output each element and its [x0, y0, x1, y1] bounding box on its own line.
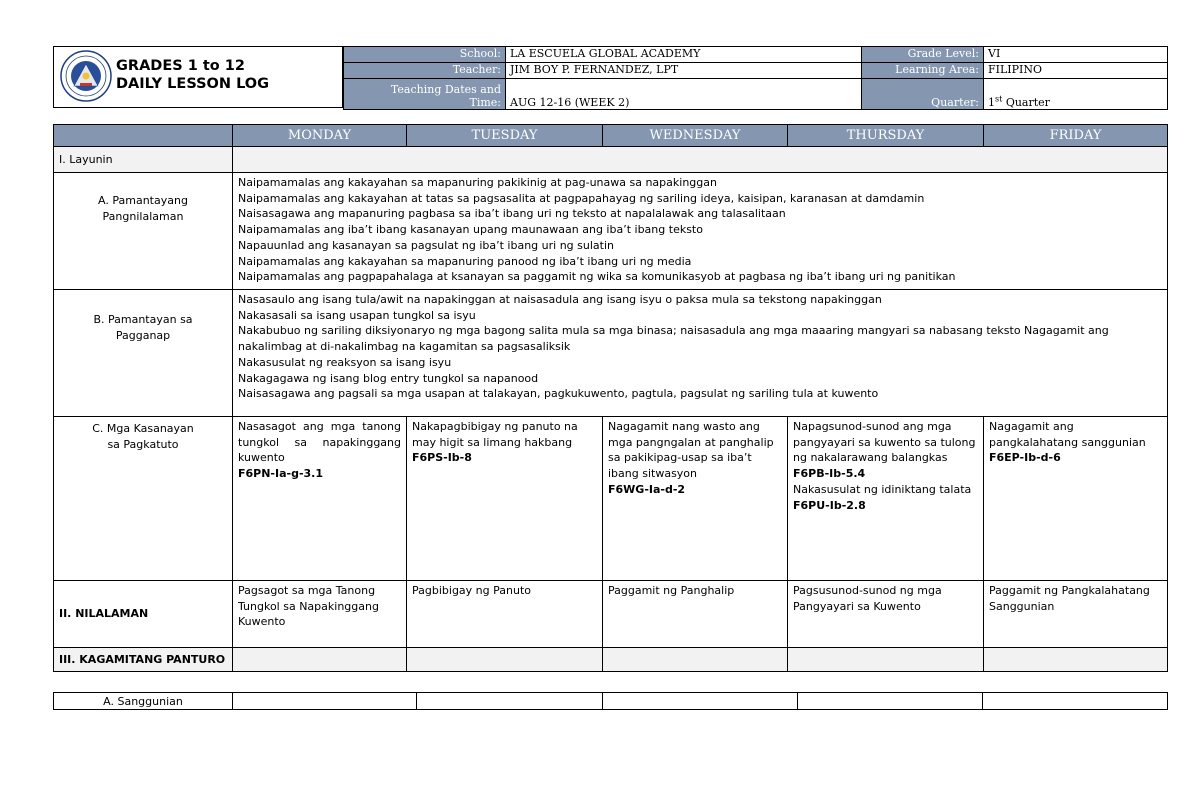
nilalaman-tuesday: Pagbibigay ng Panuto [407, 581, 603, 648]
school-label: School: [344, 47, 506, 63]
pagganap-line: Nakasasali sa isang usapan tungkol sa isyu [238, 308, 476, 322]
pagganap-line: Naisasagawa ang pagsali sa mga usapan at talakayan, pagkukuwento, pagtula, pagsulat ng sariling tula at kuwento [238, 387, 879, 401]
layunin-row [54, 147, 1168, 173]
pagganap-line: Nakabubuo ng sariling diksiyonaryo ng mga bagong salita mula sa mga binasa; naisasadula ang mga maaaring mangyari sa nabasang teksto Nagagamit ang nakalimbag at di-nakalimbag na kagamitan sa pagsasaliksik [238, 324, 1109, 354]
learning-area-label: Learning Area: [862, 63, 984, 79]
quarter-text: Quarter [1002, 96, 1050, 109]
sanggunian-tuesday [417, 693, 603, 710]
kasanayan-text: Napagsunod-sunod ang mga pangyayari sa kuwento sa tulong ng nakalarawang balangkas [793, 420, 976, 465]
pamantayang-line: Naisasagawa ang mapanuring pagbasa sa iba’t ibang uri ng teksto at napalalawak ang talasalitaan [238, 207, 786, 221]
lesson-log-table [53, 124, 1168, 672]
nilalaman-wednesday: Paggamit ng Panghalip [603, 581, 788, 648]
day-header-thursday: THURSDAY [788, 125, 984, 147]
kagamitan-tuesday [407, 648, 603, 672]
pamantayang-line: Naipamamalas ang iba’t ibang kasanayan upang maunawaan ang iba’t ibang teksto [238, 223, 703, 237]
pamantayan-sa-pagganap-content [233, 290, 1168, 417]
sanggunian-wednesday [603, 693, 798, 710]
layunin-label: I. Layunin [54, 147, 233, 173]
document-title [116, 57, 269, 93]
kagamitan-friday [984, 648, 1168, 672]
kasanayan-text: Nasasagot ang mga tanong tungkol sa napakinggang kuwento [238, 420, 401, 465]
deped-seal-logo [60, 50, 112, 102]
kasanayan-code: F6WG-Ia-d-2 [608, 482, 686, 496]
sanggunian-label: A. Sanggunian [54, 693, 233, 710]
kagamitan-row [54, 648, 1168, 672]
kasanayan-thursday [788, 417, 984, 581]
quarter-value [984, 79, 1168, 110]
pamantayang-line: Napauunlad ang kasanayan sa pagsulat ng iba’t ibang uri ng sulatin [238, 238, 614, 252]
day-header-tuesday: TUESDAY [407, 125, 603, 147]
kasanayan-text: Nagagamit nang wasto ang mga pangngalan at panghalip sa pakikipag-usap sa iba’t ibang sitwasyon [608, 420, 774, 481]
sanggunian-monday [233, 693, 417, 710]
pagganap-line: Nakasusulat ng reaksyon sa isang isyu [238, 355, 452, 369]
quarter-label: Quarter: [862, 79, 984, 110]
nilalaman-monday: Pagsagot sa mga Tanong Tungkol sa Napakinggang Kuwento [233, 581, 407, 648]
pamantayang-line: Naipamamalas ang kakayahan sa mapanuring panood ng iba’t ibang uri ng media [238, 254, 692, 268]
pagganap-label-line-1: B. Pamantayan sa [93, 313, 193, 326]
kasanayan-wednesday [603, 417, 788, 581]
nilalaman-friday: Paggamit ng Pangkalahatang Sanggunian [984, 581, 1168, 648]
pamantayang-label-line-2: Pangnilalaman [102, 209, 184, 223]
day-header-monday: MONDAY [233, 125, 407, 147]
grade-level-label: Grade Level: [862, 47, 984, 63]
kasanayan-tuesday [407, 417, 603, 581]
kasanayan-text: Nagagamit ang pangkalahatang sanggunian [989, 420, 1146, 449]
pamantayang-pangnilalaman-row [54, 173, 1168, 290]
nilalaman-row [54, 581, 1168, 648]
pamantayang-line: Naipamamalas ang pagpapahalaga at ksanayan sa paggamit ng wika sa komunikasyob at pagbasa ng iba’t ibang uri ng panitikan [238, 270, 956, 284]
kagamitan-monday [233, 648, 407, 672]
teaching-dates-label-line-2: Time: [469, 96, 501, 109]
grade-level-value: VI [984, 47, 1168, 63]
pamantayang-pangnilalaman-label [54, 173, 233, 290]
title-line-2: DAILY LESSON LOG [116, 76, 270, 92]
teaching-dates-label-line-1: Teaching Dates and [390, 83, 501, 96]
sanggunian-friday [983, 693, 1168, 710]
kagamitan-label: III. KAGAMITANG PANTURO [54, 648, 233, 672]
kasanayan-code: F6PS-Ib-8 [412, 451, 472, 465]
day-header-row [54, 125, 1168, 147]
pagganap-line: Nasasaulo ang isang tula/awit na napakinggan at naisasadula ang isang isyu o paksa mula sa tekstong napakinggan [238, 293, 882, 306]
kasanayan-code-2: F6PU-Ib-2.8 [793, 498, 866, 512]
kagamitan-thursday [788, 648, 984, 672]
quarter-number: 1 [988, 96, 995, 109]
kasanayan-code: F6EP-Ib-d-6 [989, 451, 1061, 465]
learning-area-value: FILIPINO [984, 63, 1168, 79]
day-header-blank [54, 125, 233, 147]
day-header-friday: FRIDAY [984, 125, 1168, 147]
teacher-value: JIM BOY P. FERNANDEZ, LPT [506, 63, 862, 79]
sanggunian-table [53, 692, 1168, 710]
pamantayang-label-line-1: A. Pamantayang [98, 194, 188, 207]
kasanayan-monday [233, 417, 407, 581]
kasanayan-label-line-1: C. Mga Kasanayan [92, 422, 194, 435]
pamantayan-sa-pagganap-label [54, 290, 233, 417]
nilalaman-label: II. NILALAMAN [54, 581, 233, 648]
kasanayan-code: F6PB-Ib-5.4 [793, 467, 866, 481]
layunin-content [233, 147, 1168, 173]
title-line-1: GRADES 1 to 12 [116, 58, 245, 74]
quarter-suffix: st [995, 94, 1003, 104]
sanggunian-thursday [798, 693, 983, 710]
school-value: LA ESCUELA GLOBAL ACADEMY [506, 47, 862, 63]
pamantayang-pangnilalaman-content [233, 173, 1168, 290]
pagganap-label-line-2: Pagganap [115, 328, 171, 342]
kasanayan-label-line-2: sa Pagkatuto [107, 437, 179, 451]
teaching-dates-label [344, 79, 506, 110]
pamantayang-line: Naipamamalas ang kakayahan sa mapanuring pakikinig at pag-unawa sa napakinggan [238, 176, 717, 189]
kasanayan-code: F6PN-Ia-g-3.1 [238, 467, 324, 481]
kasanayan-friday [984, 417, 1168, 581]
kagamitan-wednesday [603, 648, 788, 672]
teaching-dates-value: AUG 12-16 (WEEK 2) [506, 79, 862, 110]
kasanayan-text: Nakapagbibigay ng panuto na may higit sa limang hakbang [412, 420, 578, 449]
day-header-wednesday: WEDNESDAY [603, 125, 788, 147]
school-info-table [343, 46, 1168, 110]
teacher-label: Teacher: [344, 63, 506, 79]
kasanayan-row [54, 417, 1168, 581]
pagganap-line: Nakagagawa ng isang blog entry tungkol sa napanood [238, 371, 539, 385]
nilalaman-thursday: Pagsusunod-sunod ng mga Pangyayari sa Kuwento [788, 581, 984, 648]
kasanayan-label [54, 417, 233, 581]
pamantayang-line: Naipamamalas ang kakayahan at tatas sa pagsasalita at pagpapahayag ng sariling ideya, kaisipan, karanasan at damdamin [238, 191, 925, 205]
kasanayan-text-2: Nakasusulat ng idiniktang talata [793, 482, 972, 496]
sanggunian-row [54, 693, 1168, 710]
pamantayan-sa-pagganap-row [54, 290, 1168, 417]
